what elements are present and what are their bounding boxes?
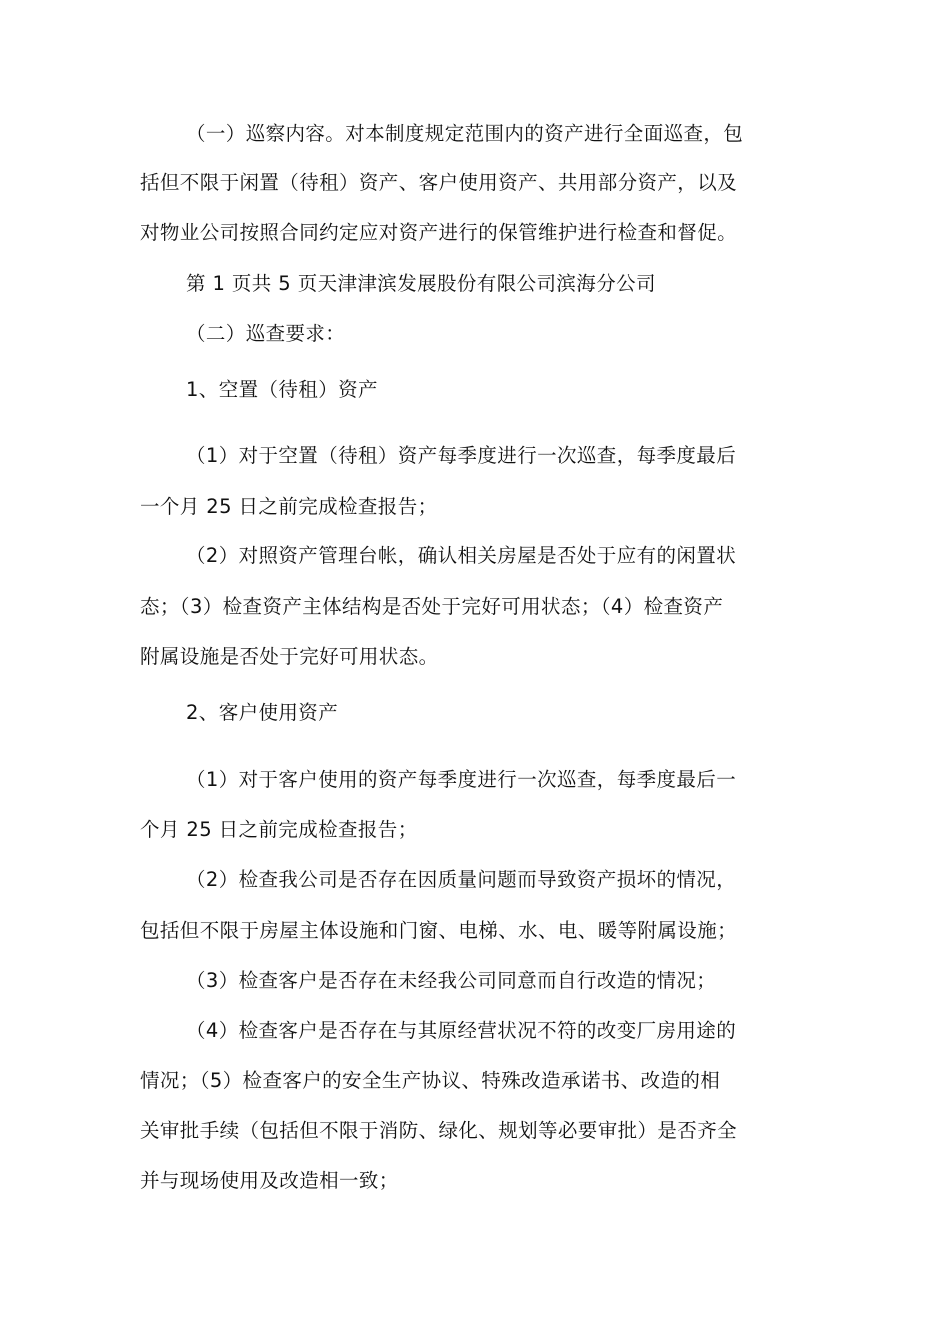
paragraph-line: 括但不限于闲置（待租）资产、客户使用资产、共用部分资产，以及: [140, 171, 738, 194]
paragraph-line: 情况；（5）检查客户的安全生产协议、特殊改造承诺书、改造的相: [140, 1069, 721, 1092]
paragraph-line: 个月 25 日之前完成检查报告；: [140, 818, 418, 841]
subsection-heading: 2、客户使用资产: [186, 701, 339, 724]
page-footer-text: 第 1 页共 5 页天津津滨发展股份有限公司滨海分公司: [186, 272, 656, 295]
subsection-heading: 1、空置（待租）资产: [186, 378, 378, 401]
paragraph-line: 对物业公司按照合同约定应对资产进行的保管维护进行检查和督促。: [140, 221, 738, 244]
paragraph-line: （2）对照资产管理台帐，确认相关房屋是否处于应有的闲置状: [186, 544, 737, 567]
paragraph-line: （4）检查客户是否存在与其原经营状况不符的改变厂房用途的: [186, 1019, 737, 1042]
paragraph-line: 包括但不限于房屋主体设施和门窗、电梯、水、电、暖等附属设施；: [140, 919, 738, 942]
paragraph-line: （一）巡察内容。对本制度规定范围内的资产进行全面巡查，包: [186, 122, 744, 145]
paragraph-line: 并与现场使用及改造相一致；: [140, 1169, 399, 1192]
paragraph-line: 态；（3）检查资产主体结构是否处于完好可用状态；（4）检查资产: [140, 595, 724, 618]
paragraph-line: （1）对于客户使用的资产每季度进行一次巡查，每季度最后一: [186, 768, 737, 791]
paragraph-line: 附属设施是否处于完好可用状态。: [140, 645, 439, 668]
paragraph-line: 一个月 25 日之前完成检查报告；: [140, 495, 438, 518]
paragraph-line: （3）检查客户是否存在未经我公司同意而自行改造的情况；: [186, 969, 717, 992]
paragraph-line: （2）检查我公司是否存在因质量问题而导致资产损坏的情况，: [186, 868, 737, 891]
paragraph-line: （1）对于空置（待租）资产每季度进行一次巡查，每季度最后: [186, 444, 737, 467]
section-heading: （二）巡查要求：: [186, 322, 346, 345]
paragraph-line: 关审批手续（包括但不限于消防、绿化、规划等必要审批）是否齐全: [140, 1119, 738, 1142]
